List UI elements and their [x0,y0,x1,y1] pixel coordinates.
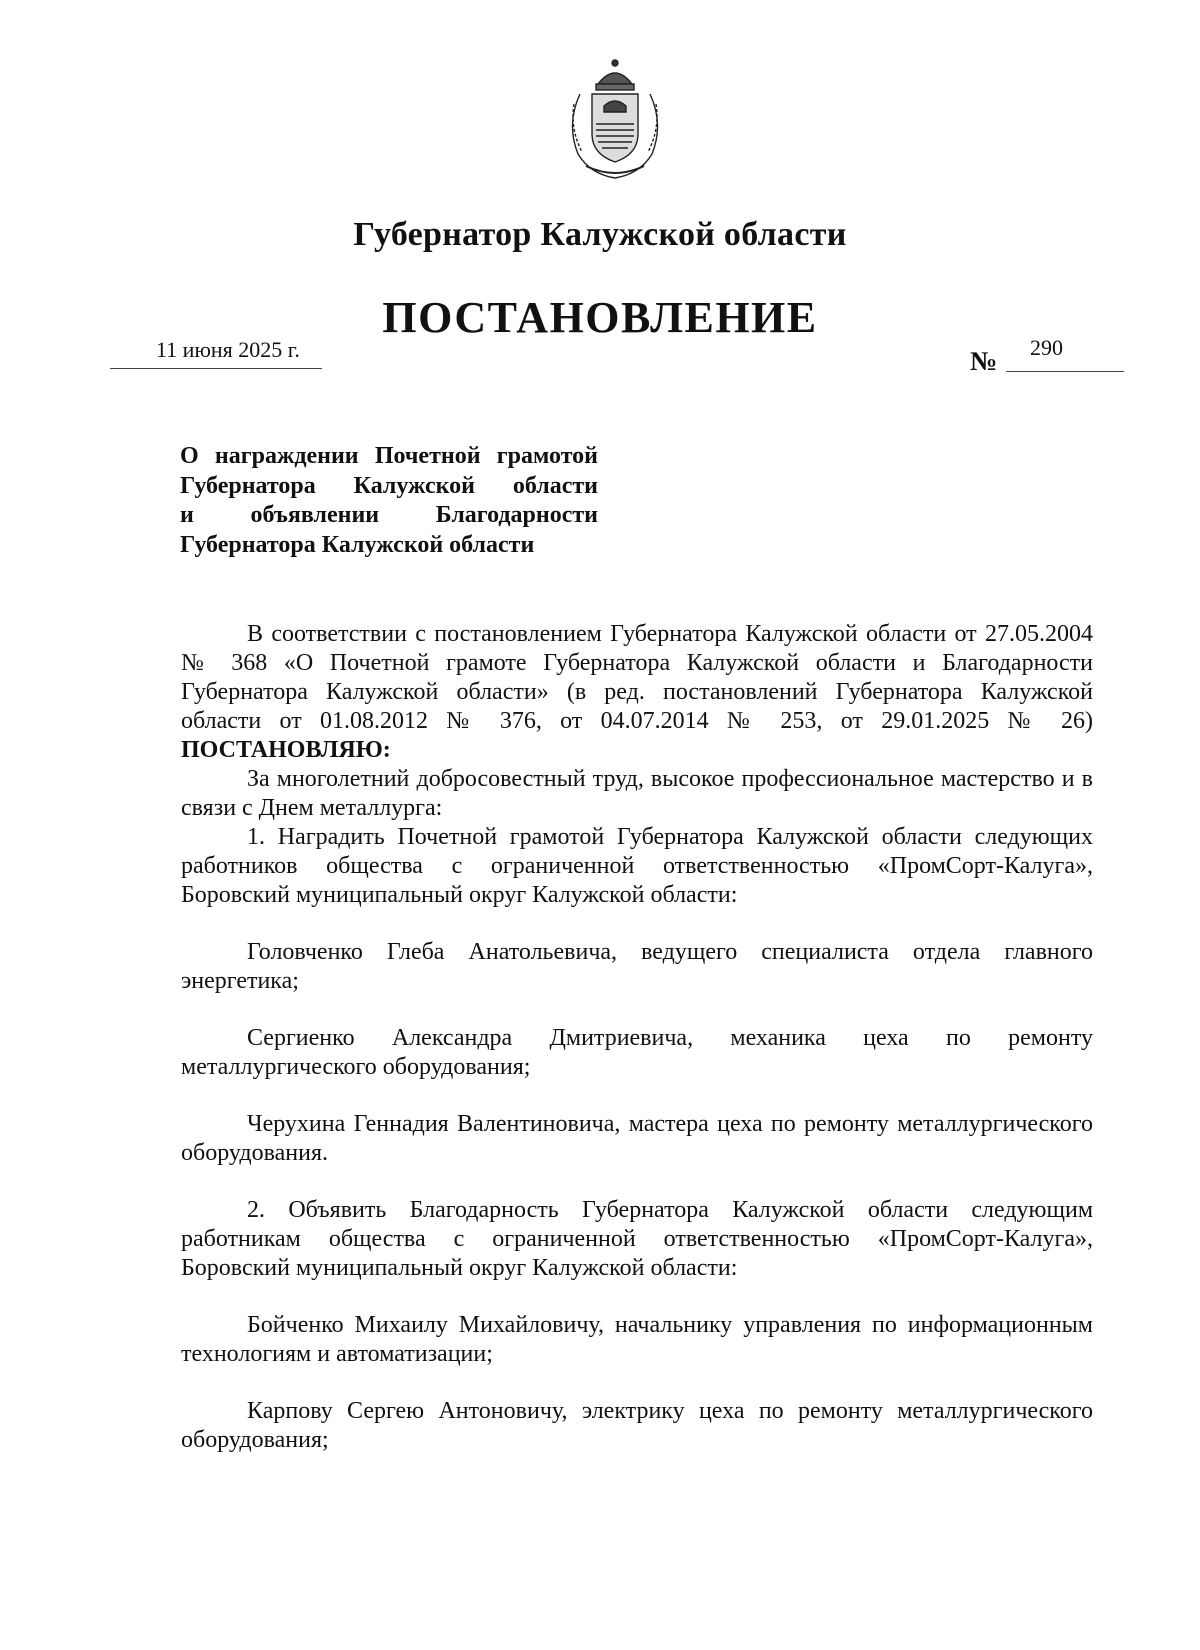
award-person: Головченко Глеба Анатольевича, ведущего специалиста отдела главного энергетика; [181,939,1093,994]
document-date: 11 июня 2025 г. [156,337,300,362]
date-underline [110,368,322,369]
resolve-word: ПОСТАНОВЛЯЮ: [181,737,391,763]
reason-paragraph: За многолетний добросовестный труд, высокое профессиональное мастерство и в связи с Днем металлурга: [181,766,1093,821]
gratitude-person: Бойченко Михаилу Михайловичу, начальнику управления по информационным технологиям и автоматизации; [181,1312,1093,1367]
subject-line: О награждении Почетной грамотой [180,443,598,469]
number-underline [1006,371,1124,372]
preamble-text: В соответствии с постановлением Губернатора Калужской области от 27.05.2004 № 368 «О Почетной грамоте Губернатора Калужской области и Благодарности Губернатора Калужской области» (в ред. постановлений Губернатора Калужской области от 01.08.2012 № 376, от 04.07.2014 № 253, от 29.01.2025 № 26) [181,621,1093,734]
section1-intro: 1. Наградить Почетной грамотой Губернатора Калужской области следующих работников общества с ограниченной ответственностью «ПромСорт-Калуга», Боровский муниципальный округ Калужской области: [181,824,1093,908]
subject-line: Губернатора Калужской области [180,472,598,499]
issuer-title: Губернатор Калужской области [353,216,847,253]
coat-of-arms-emblem [560,54,670,182]
award-person: Сергиенко Александра Дмитриевича, механика цеха по ремонту металлургического оборудования; [181,1025,1093,1080]
document-body [181,620,1093,1455]
preamble-paragraph [181,620,1093,765]
award-person: Черухина Геннадия Валентиновича, мастера цеха по ремонту металлургического оборудования. [181,1111,1093,1166]
document-subject [180,442,598,560]
gratitude-person: Карпову Сергею Антоновичу, электрику цеха по ремонту металлургического оборудования; [181,1398,1093,1453]
document-number: 290 [1030,335,1063,360]
subject-line: и объявлении Благодарности [180,502,598,528]
number-label: № [970,346,998,376]
subject-line: Губернатора Калужской области [180,531,535,558]
section2-intro: 2. Объявить Благодарность Губернатора Калужской области следующим работникам общества с ограниченной ответственностью «ПромСорт-Калуга», Боровский муниципальный округ Калужской области: [181,1197,1093,1281]
document-type-title: ПОСТАНОВЛЕНИЕ [382,293,818,342]
